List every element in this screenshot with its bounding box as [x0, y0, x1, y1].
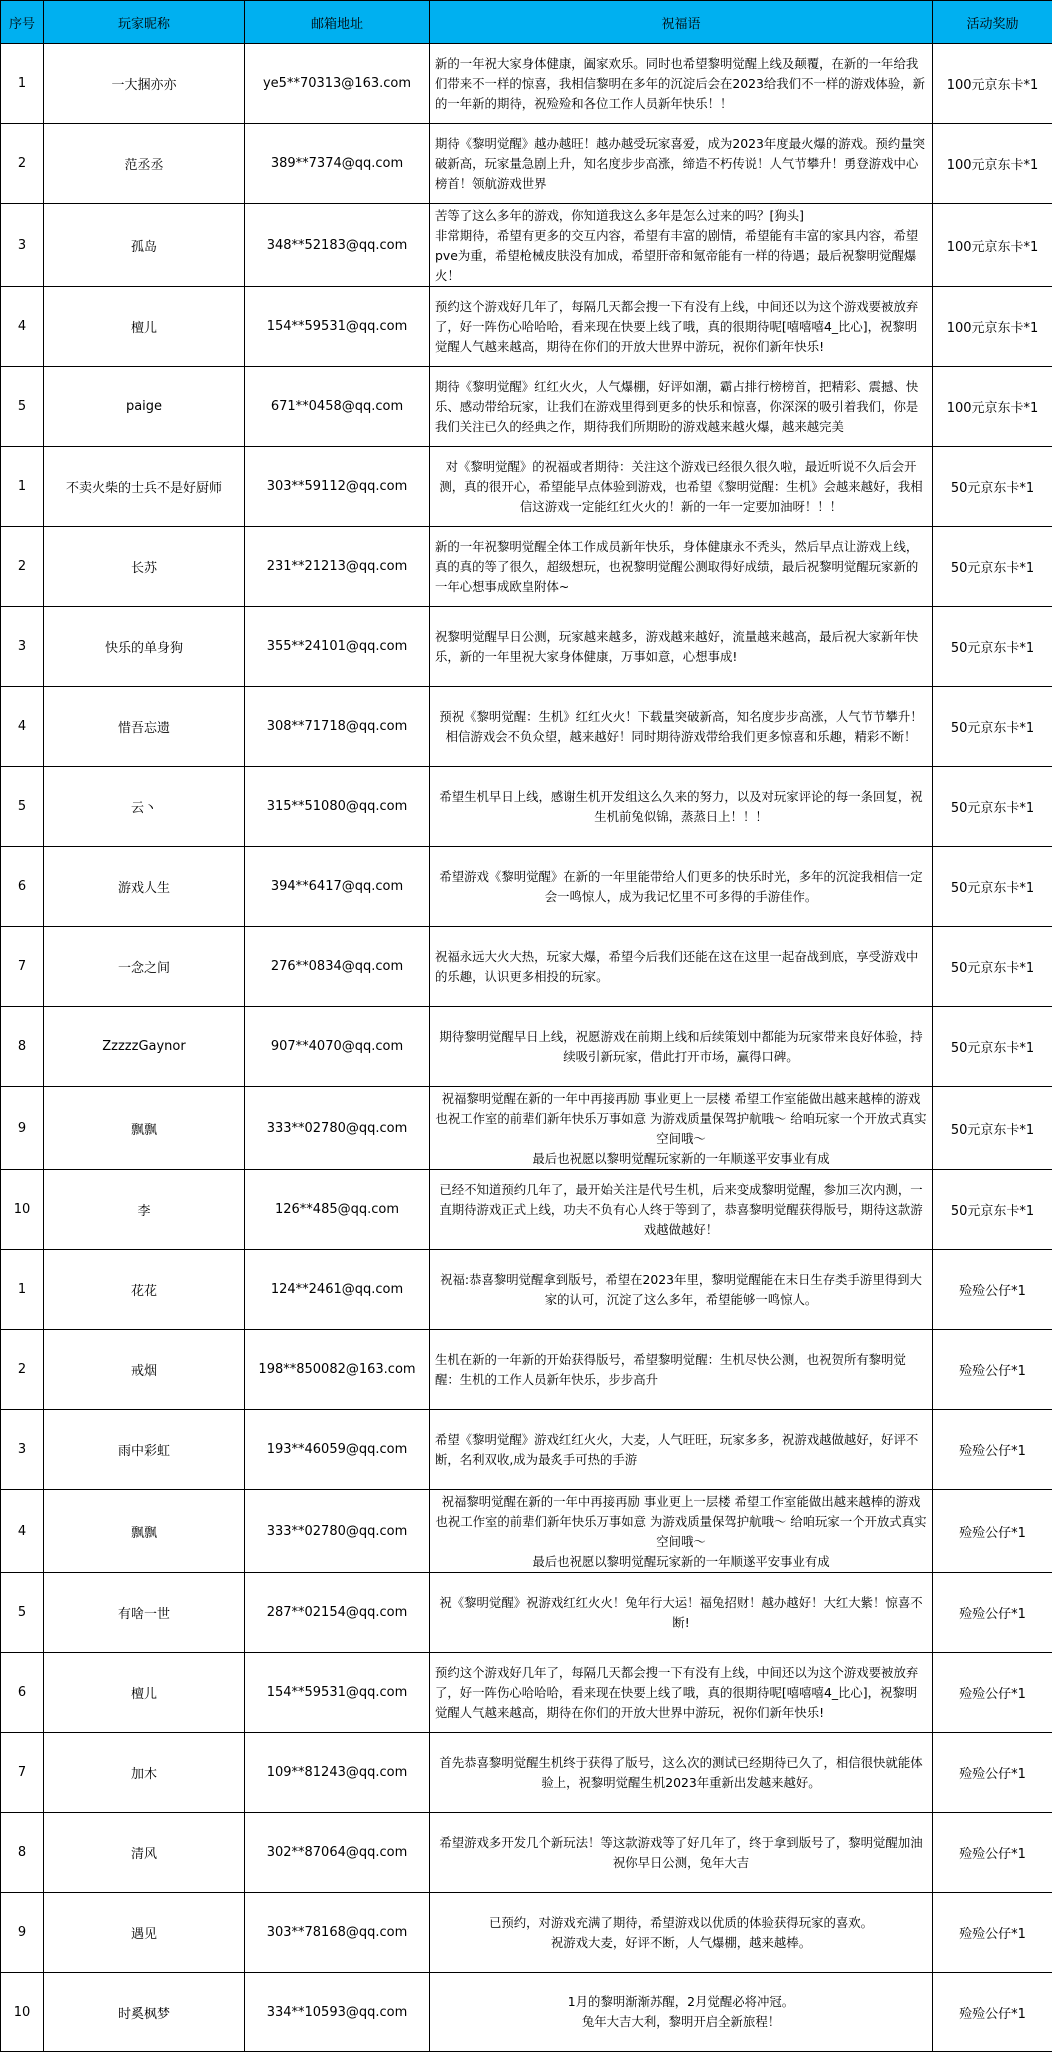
row-wish	[430, 1087, 933, 1170]
row-nickname: 快乐的单身狗	[44, 607, 245, 687]
row-email: 315**51080@qq.com	[245, 767, 430, 847]
wish-line: 祝福黎明觉醒在新的一年中再接再励 事业更上一层楼 希望工作室能做出越来越棒的游戏 也祝工作室的前辈们新年快乐万事如意 为游戏质量保驾护航哦～ 给咱玩家一个开放式真实空间哦～	[435, 1492, 927, 1552]
table-row	[1, 607, 1052, 687]
header-row	[1, 1, 1052, 44]
row-index: 5	[1, 767, 44, 847]
wish-line: 祝福黎明觉醒在新的一年中再接再励 事业更上一层楼 希望工作室能做出越来越棒的游戏 也祝工作室的前辈们新年快乐万事如意 为游戏质量保驾护航哦～ 给咱玩家一个开放式真实空间哦～	[435, 1089, 927, 1149]
row-index: 10	[1, 1170, 44, 1250]
row-reward: 50元京东卡*1	[933, 1007, 1052, 1087]
wish-line: 希望游戏多开发几个新玩法！等这款游戏等了好几年了，终于拿到版号了，黎明觉醒加油祝你早日公测，兔年大吉	[435, 1833, 927, 1873]
table-row	[1, 124, 1052, 204]
row-wish	[430, 124, 933, 204]
row-email: 198**850082@163.com	[245, 1330, 430, 1410]
table-row	[1, 927, 1052, 1007]
row-reward: 殓殓公仔*1	[933, 1973, 1052, 2052]
row-nickname: 孤岛	[44, 204, 245, 287]
row-index: 1	[1, 44, 44, 124]
table-row	[1, 1973, 1052, 2052]
row-email: 109**81243@qq.com	[245, 1733, 430, 1813]
row-wish	[430, 1733, 933, 1813]
table-row	[1, 1573, 1052, 1653]
row-nickname: 清风	[44, 1813, 245, 1893]
row-index: 4	[1, 287, 44, 367]
row-index: 3	[1, 607, 44, 687]
row-reward: 100元京东卡*1	[933, 204, 1052, 287]
row-index: 9	[1, 1893, 44, 1973]
header-index: 序号	[1, 1, 44, 44]
row-email: 333**02780@qq.com	[245, 1490, 430, 1573]
table-row	[1, 44, 1052, 124]
row-nickname: 飘飘	[44, 1490, 245, 1573]
row-email: 124**2461@qq.com	[245, 1250, 430, 1330]
table-row	[1, 204, 1052, 287]
row-nickname: paige	[44, 367, 245, 447]
wish-line: 首先恭喜黎明觉醒生机终于获得了版号，这么次的测试已经期待已久了，相信很快就能体验上，祝黎明觉醒生机2023年重新出发越来越好。	[435, 1753, 927, 1793]
table-row	[1, 767, 1052, 847]
row-index: 6	[1, 847, 44, 927]
table-body	[1, 44, 1052, 2052]
row-reward: 殓殓公仔*1	[933, 1410, 1052, 1490]
wish-text	[430, 865, 932, 909]
wish-line: 希望游戏《黎明觉醒》在新的一年里能带给人们更多的快乐时光，多年的沉淀我相信一定会一鸣惊人，成为我记忆里不可多得的手游佳作。	[435, 867, 927, 907]
wish-line: 预约这个游戏好几年了，每隔几天都会搜一下有没有上线，中间还以为这个游戏要被放弃了，好一阵伤心哈哈哈，看来现在快要上线了哦，真的很期待呢[嘻嘻嘻4_比心]，祝黎明觉醒人气越来越高，期待在你们的开放大世界中游玩，祝你们新年快乐!	[435, 297, 927, 357]
row-nickname: 戒烟	[44, 1330, 245, 1410]
row-email: 231**21213@qq.com	[245, 527, 430, 607]
wish-text	[430, 1591, 932, 1635]
row-nickname: 遇见	[44, 1893, 245, 1973]
wish-text	[430, 132, 932, 196]
table-row	[1, 1653, 1052, 1733]
row-reward: 殓殓公仔*1	[933, 1573, 1052, 1653]
row-wish	[430, 927, 933, 1007]
row-email: 348**52183@qq.com	[245, 204, 430, 287]
wish-line: 祝黎明觉醒早日公测，玩家越来越多，游戏越来越好，流量越来越高，最后祝大家新年快乐，新的一年里祝大家身体健康，万事如意，心想事成!	[435, 627, 927, 667]
row-index: 6	[1, 1653, 44, 1733]
row-nickname: 雨中彩虹	[44, 1410, 245, 1490]
wish-text	[430, 785, 932, 829]
row-wish	[430, 1007, 933, 1087]
wish-line: 1月的黎明渐渐苏醒，2月觉醒必将冲冠。	[435, 1992, 927, 2012]
row-nickname: 云丶	[44, 767, 245, 847]
row-index: 10	[1, 1973, 44, 2052]
row-index: 8	[1, 1813, 44, 1893]
row-index: 5	[1, 1573, 44, 1653]
row-nickname: 加木	[44, 1733, 245, 1813]
row-email: 303**59112@qq.com	[245, 447, 430, 527]
row-reward: 50元京东卡*1	[933, 687, 1052, 767]
row-wish	[430, 1490, 933, 1573]
wish-text	[430, 1990, 932, 2034]
table-row	[1, 447, 1052, 527]
wish-line: 新的一年祝大家身体健康，阖家欢乐。同时也希望黎明觉醒上线及颠覆，在新的一年给我们带来不一样的惊喜，我相信黎明在多年的沉淀后会在2023给我们不一样的游戏体验，新的一年新的期待，祝殓殓和各位工作人员新年快乐！！	[435, 54, 927, 114]
row-index: 7	[1, 927, 44, 1007]
wish-text	[430, 1911, 932, 1955]
row-reward: 殓殓公仔*1	[933, 1733, 1052, 1813]
row-index: 2	[1, 527, 44, 607]
wish-line: 兔年大吉大利，黎明开启全新旅程！	[435, 2012, 927, 2032]
row-index: 1	[1, 447, 44, 527]
table-row	[1, 1087, 1052, 1170]
row-email: 334**10593@qq.com	[245, 1973, 430, 2052]
wish-text	[430, 1831, 932, 1875]
wish-line: 期待《黎明觉醒》红红火火，人气爆棚，好评如潮，霸占排行榜榜首，把精彩、震撼、快乐、感动带给玩家，让我们在游戏里得到更多的快乐和惊喜，你深深的吸引着我们，你是我们关注已久的经典之作，期待我们所期盼的游戏越来越火爆，越来越完美	[435, 377, 927, 437]
wish-text	[430, 535, 932, 599]
row-nickname: 一大捆亦亦	[44, 44, 245, 124]
wish-text	[430, 1025, 932, 1069]
row-index: 3	[1, 1410, 44, 1490]
row-reward: 100元京东卡*1	[933, 367, 1052, 447]
row-reward: 100元京东卡*1	[933, 44, 1052, 124]
wish-text	[430, 455, 932, 519]
table-row	[1, 1410, 1052, 1490]
row-email: 303**78168@qq.com	[245, 1893, 430, 1973]
row-reward: 50元京东卡*1	[933, 767, 1052, 847]
row-wish	[430, 1170, 933, 1250]
wish-text	[430, 625, 932, 669]
row-index: 5	[1, 367, 44, 447]
row-wish	[430, 767, 933, 847]
row-email: 394**6417@qq.com	[245, 847, 430, 927]
row-wish	[430, 287, 933, 367]
row-nickname: 有啥一世	[44, 1573, 245, 1653]
row-nickname: 时奚枫梦	[44, 1973, 245, 2052]
row-reward: 50元京东卡*1	[933, 1170, 1052, 1250]
row-index: 4	[1, 687, 44, 767]
table-row	[1, 1893, 1052, 1973]
wish-line: 最后也祝愿以黎明觉醒玩家新的一年顺遂平安事业有成	[435, 1149, 927, 1169]
wish-line: 苦等了这么多年的游戏，你知道我这么多年是怎么过来的吗？[狗头]	[435, 206, 927, 226]
row-wish	[430, 1330, 933, 1410]
row-wish	[430, 687, 933, 767]
wish-text	[430, 945, 932, 989]
wish-line: 希望《黎明觉醒》游戏红红火火，大麦，人气旺旺，玩家多多，祝游戏越做越好，好评不断，名利双收,成为最炙手可热的手游	[435, 1430, 927, 1470]
row-email: 287**02154@qq.com	[245, 1573, 430, 1653]
wish-line: 非常期待，希望有更多的交互内容，希望有丰富的剧情，希望能有丰富的家具内容，希望pve为重，希望枪械皮肤没有加成，希望肝帝和氪帝能有一样的待遇；最后祝黎明觉醒爆火！	[435, 226, 927, 286]
row-wish	[430, 367, 933, 447]
header-wish: 祝福语	[430, 1, 933, 44]
row-email: 907**4070@qq.com	[245, 1007, 430, 1087]
row-wish	[430, 1653, 933, 1733]
wish-text	[430, 52, 932, 116]
row-index: 7	[1, 1733, 44, 1813]
wish-line: 期待黎明觉醒早日上线，祝愿游戏在前期上线和后续策划中都能为玩家带来良好体验，持续吸引新玩家，借此打开市场，赢得口碑。	[435, 1027, 927, 1067]
wish-text	[430, 1428, 932, 1472]
row-nickname: 长苏	[44, 527, 245, 607]
row-email: 333**02780@qq.com	[245, 1087, 430, 1170]
row-nickname: 惜吾忘遗	[44, 687, 245, 767]
row-email: 389**7374@qq.com	[245, 124, 430, 204]
row-wish	[430, 527, 933, 607]
row-wish	[430, 607, 933, 687]
wish-text	[430, 705, 932, 749]
table-row	[1, 1007, 1052, 1087]
row-reward: 50元京东卡*1	[933, 527, 1052, 607]
row-wish	[430, 1813, 933, 1893]
wish-line: 期待《黎明觉醒》越办越旺！越办越受玩家喜爱，成为2023年度最火爆的游戏。预约量突破新高，玩家量急剧上升，知名度步步高涨，缔造不朽传说！人气节攀升！勇登游戏中心榜首！领航游戏世界	[435, 134, 927, 194]
table-row	[1, 367, 1052, 447]
row-reward: 殓殓公仔*1	[933, 1813, 1052, 1893]
wish-line: 对《黎明觉醒》的祝福或者期待：关注这个游戏已经很久很久啦，最近听说不久后会开测，真的很开心，希望能早点体验到游戏，也希望《黎明觉醒：生机》会越来越好，我相信这游戏一定能红红火火的！新的一年一定要加油呀！！！	[435, 457, 927, 517]
wish-line: 预约这个游戏好几年了，每隔几天都会搜一下有没有上线，中间还以为这个游戏要被放弃了，好一阵伤心哈哈哈，看来现在快要上线了哦，真的很期待呢[嘻嘻嘻4_比心]，祝黎明觉醒人气越来越高，期待在你们的开放大世界中游玩，祝你们新年快乐!	[435, 1663, 927, 1723]
wish-text	[430, 1661, 932, 1725]
header-email: 邮箱地址	[245, 1, 430, 44]
wish-line: 祝福永远大火大热，玩家大爆，希望今后我们还能在这在这里一起奋战到底，享受游戏中的乐趣，认识更多相投的玩家。	[435, 947, 927, 987]
wish-line: 希望生机早日上线，感谢生机开发组这么久来的努力，以及对玩家评论的每一条回复，祝生机前兔似锦，蒸蒸日上！！！	[435, 787, 927, 827]
row-reward: 50元京东卡*1	[933, 1087, 1052, 1170]
wish-text	[430, 1268, 932, 1312]
wish-line: 已经不知道预约几年了，最开始关注是代号生机，后来变成黎明觉醒，参加三次内测，一直期待游戏正式上线，功夫不负有心人终于等到了，恭喜黎明觉醒获得版号，期待这款游戏越做越好！	[435, 1180, 927, 1240]
wish-line: 新的一年祝黎明觉醒全体工作成员新年快乐，身体健康永不秃头，然后早点让游戏上线，真的真的等了很久，超级想玩，也祝黎明觉醒公测取得好成绩，最后祝黎明觉醒玩家新的一年心想事成欧皇附体~	[435, 537, 927, 597]
row-email: 302**87064@qq.com	[245, 1813, 430, 1893]
row-reward: 100元京东卡*1	[933, 287, 1052, 367]
row-nickname: 飘飘	[44, 1087, 245, 1170]
row-wish	[430, 847, 933, 927]
table-row	[1, 527, 1052, 607]
row-nickname: 一念之间	[44, 927, 245, 1007]
wish-line: 祝福:恭喜黎明觉醒拿到版号，希望在2023年里，黎明觉醒能在末日生存类手游里得到大家的认可，沉淀了这么多年，希望能够一鸣惊人。	[435, 1270, 927, 1310]
table-row	[1, 1330, 1052, 1410]
row-email: ye5**70313@163.com	[245, 44, 430, 124]
header-nickname: 玩家昵称	[44, 1, 245, 44]
table-row	[1, 287, 1052, 367]
table-row	[1, 1733, 1052, 1813]
wish-text	[430, 375, 932, 439]
row-nickname: 范丞丞	[44, 124, 245, 204]
row-index: 8	[1, 1007, 44, 1087]
row-reward: 殓殓公仔*1	[933, 1653, 1052, 1733]
row-reward: 50元京东卡*1	[933, 847, 1052, 927]
row-reward: 殓殓公仔*1	[933, 1893, 1052, 1973]
row-email: 193**46059@qq.com	[245, 1410, 430, 1490]
wish-text	[430, 1087, 932, 1169]
table-row	[1, 1250, 1052, 1330]
row-reward: 殓殓公仔*1	[933, 1250, 1052, 1330]
row-wish	[430, 204, 933, 287]
row-email: 154**59531@qq.com	[245, 287, 430, 367]
row-reward: 殓殓公仔*1	[933, 1490, 1052, 1573]
wish-text	[430, 1490, 932, 1572]
row-email: 671**0458@qq.com	[245, 367, 430, 447]
row-wish	[430, 447, 933, 527]
header-reward: 活动奖励	[933, 1, 1052, 44]
wish-line: 生机在新的一年新的开始获得版号，希望黎明觉醒：生机尽快公测，也祝贺所有黎明觉醒：生机的工作人员新年快乐，步步高升	[435, 1350, 927, 1390]
row-reward: 50元京东卡*1	[933, 447, 1052, 527]
wish-text	[430, 1178, 932, 1242]
row-index: 2	[1, 124, 44, 204]
row-nickname: 不卖火柴的士兵不是好厨师	[44, 447, 245, 527]
row-email: 308**71718@qq.com	[245, 687, 430, 767]
table-row	[1, 687, 1052, 767]
wish-line: 最后也祝愿以黎明觉醒玩家新的一年顺遂平安事业有成	[435, 1552, 927, 1572]
wish-text	[430, 295, 932, 359]
row-nickname: 李	[44, 1170, 245, 1250]
wish-line: 已预约，对游戏充满了期待，希望游戏以优质的体验获得玩家的喜欢。	[435, 1913, 927, 1933]
row-nickname: 檀儿	[44, 1653, 245, 1733]
row-reward: 殓殓公仔*1	[933, 1330, 1052, 1410]
row-index: 2	[1, 1330, 44, 1410]
row-index: 3	[1, 204, 44, 287]
wish-text	[430, 1751, 932, 1795]
row-reward: 50元京东卡*1	[933, 927, 1052, 1007]
row-index: 4	[1, 1490, 44, 1573]
row-wish	[430, 1250, 933, 1330]
row-nickname: 游戏人生	[44, 847, 245, 927]
row-wish	[430, 1410, 933, 1490]
wish-line: 祝游戏大麦，好评不断，人气爆棚，越来越棒。	[435, 1933, 927, 1953]
table-row	[1, 1490, 1052, 1573]
row-index: 9	[1, 1087, 44, 1170]
row-email: 126**485@qq.com	[245, 1170, 430, 1250]
row-wish	[430, 1893, 933, 1973]
row-wish	[430, 1573, 933, 1653]
row-email: 355**24101@qq.com	[245, 607, 430, 687]
row-index: 1	[1, 1250, 44, 1330]
row-nickname: 花花	[44, 1250, 245, 1330]
row-nickname: ZzzzzGaynor	[44, 1007, 245, 1087]
wish-text	[430, 1348, 932, 1392]
row-wish	[430, 1973, 933, 2052]
row-email: 154**59531@qq.com	[245, 1653, 430, 1733]
row-email: 276**0834@qq.com	[245, 927, 430, 1007]
table-row	[1, 847, 1052, 927]
table-row	[1, 1170, 1052, 1250]
table-row	[1, 1813, 1052, 1893]
wish-text	[430, 204, 932, 286]
row-nickname: 檀儿	[44, 287, 245, 367]
wish-line: 祝《黎明觉醒》祝游戏红红火火！兔年行大运！福兔招财！越办越好！大红大紫！惊喜不断!	[435, 1593, 927, 1633]
row-reward: 50元京东卡*1	[933, 607, 1052, 687]
wish-line: 预祝《黎明觉醒：生机》红红火火！下载量突破新高，知名度步步高涨，人气节节攀升！相信游戏会不负众望，越来越好！同时期待游戏带给我们更多惊喜和乐趣，精彩不断！	[435, 707, 927, 747]
row-wish	[430, 44, 933, 124]
row-reward: 100元京东卡*1	[933, 124, 1052, 204]
